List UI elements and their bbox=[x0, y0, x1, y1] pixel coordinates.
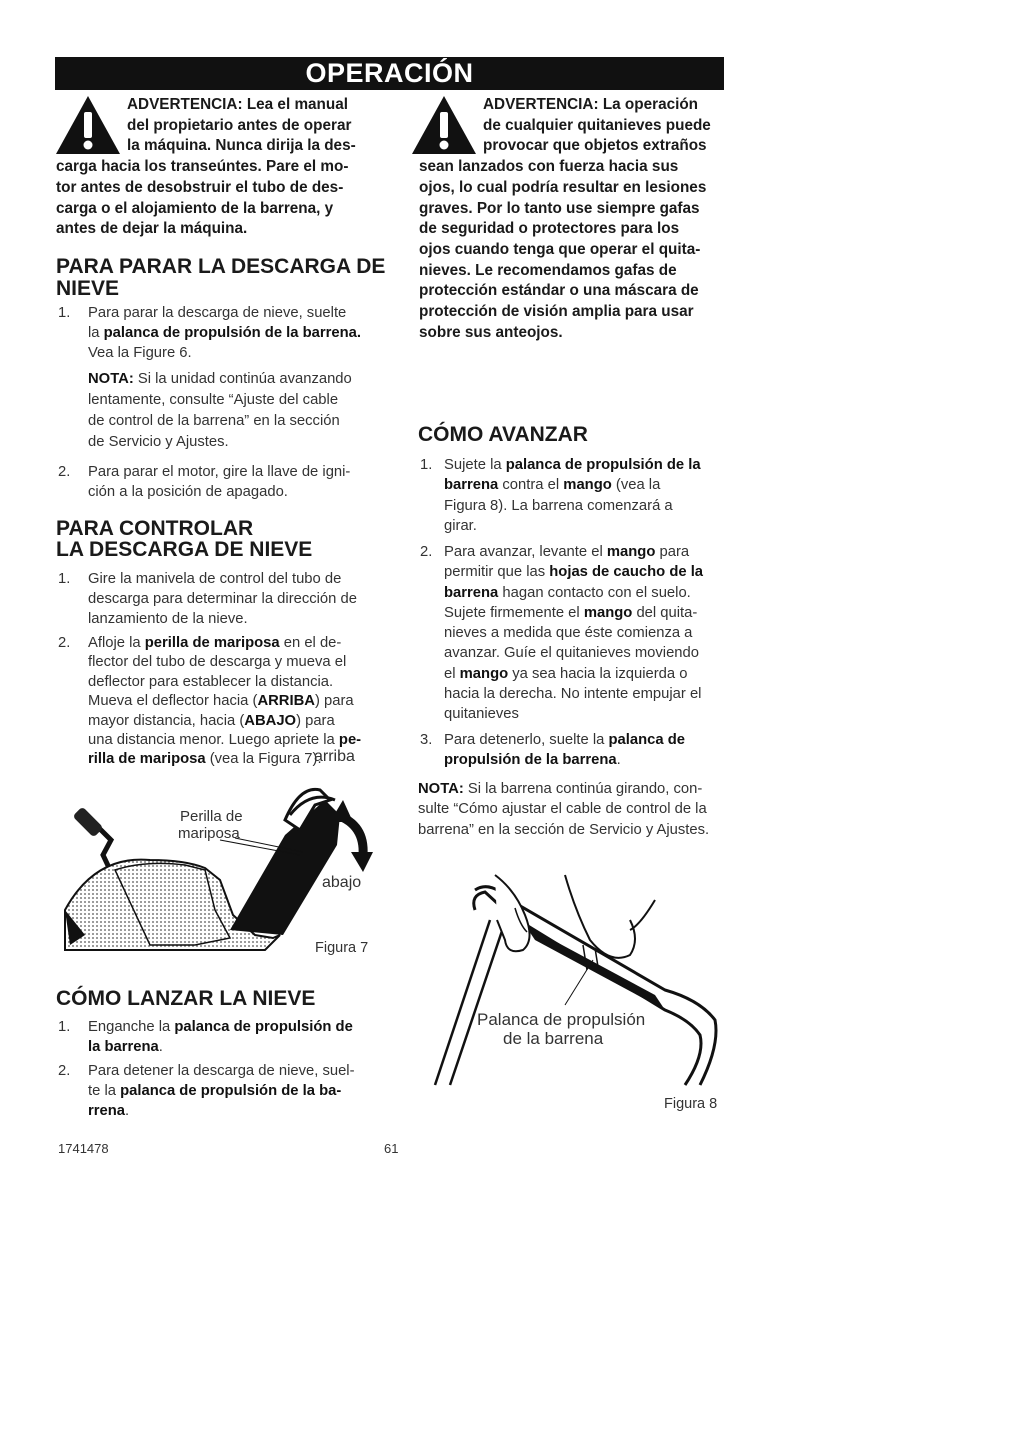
list-item: 2. Para parar el motor, gire la llave de igni- ción a la posición de apagado. bbox=[58, 464, 351, 500]
figure-7-caption: Figura 7 bbox=[315, 940, 369, 956]
heading-throw-snow: CÓMO LANZAR LA NIEVE bbox=[56, 987, 316, 1010]
list-item: 1. Enganche la palanca de propulsión de la barrena. bbox=[58, 1019, 353, 1055]
warning-right-line: ojos, lo cual podría resultar en lesiones bbox=[419, 178, 707, 196]
heading-control-discharge-l2: LA DESCARGA DE NIEVE bbox=[56, 538, 313, 561]
warning-left-lead: ADVERTENCIA: Lea el manual bbox=[127, 96, 348, 113]
warning-right-line: de cualquier quitanieves puede bbox=[483, 116, 711, 134]
warning-right-lead: ADVERTENCIA: La operación bbox=[483, 96, 699, 113]
warning-right-line: sobre sus anteojos. bbox=[419, 323, 563, 341]
heading-control-discharge: PARA CONTROLAR bbox=[56, 517, 254, 540]
warning-right-line: protección de visión amplia para usar bbox=[419, 303, 694, 320]
warning-left-line: del propietario antes de operar bbox=[127, 116, 352, 134]
figure-8-illustration bbox=[415, 870, 735, 1090]
figure-8-caption: Figura 8 bbox=[664, 1096, 718, 1112]
warning-triangle-icon bbox=[54, 94, 122, 156]
warning-left-line: antes de dejar la máquina. bbox=[56, 220, 248, 238]
heading-advance: CÓMO AVANZAR bbox=[418, 423, 588, 446]
warning-left-line: tor antes de desobstruir el tubo de des- bbox=[56, 178, 344, 196]
list-item: 1. Sujete la palanca de propulsión de la barrena contra el mango (vea la Figura 8). La barrena comenzará a girar. bbox=[420, 457, 701, 534]
document-number: 1741478 bbox=[58, 1141, 109, 1156]
label-perilla-l1: Perilla de bbox=[180, 808, 243, 825]
heading-stop-discharge: PARA PARAR LA DESCARGA DE bbox=[56, 255, 386, 278]
warning-right-line: protección estándar o una máscara de bbox=[419, 282, 699, 300]
note-block: NOTA: Si la unidad continúa avanzando lentamente, consulte “Ajuste del cable de control de la barrena” en la sección de Servicio y Ajustes. bbox=[88, 371, 352, 450]
label-perilla-l2: mariposa bbox=[178, 825, 240, 842]
label-abajo: abajo bbox=[322, 874, 362, 891]
section-banner: OPERACIÓN bbox=[55, 57, 724, 90]
label-palanca-l1: Palanca de propulsión bbox=[477, 1010, 646, 1029]
list-item: 3. Para detenerlo, suelte la palanca de propulsión de la barrena. bbox=[420, 732, 685, 769]
list-item: 2. Para avanzar, levante el mango para permitir que las hojas de caucho de la barrena hagan contacto con el suelo. Sujete firmemente el mango del quita- nieves a medida que éste comienza a avanzar. Guíe el quitanieves moviendo el mango ya sea hacia la izquierda o hacia la derecha. No intente empujar el quitanieves bbox=[420, 544, 704, 723]
list-item: 2. Afloje la perilla de mariposa en el de- flector del tubo de descarga y mueva el deflector para establecer la distancia. Mueva el deflector hacia (ARRIBA) para mayor distancia, hacia (ABAJO) para una distancia menor. Luego apriete la pe- rilla de mariposa (vea la Figura 7). bbox=[58, 635, 362, 768]
warning-right-line: de seguridad o protectores para los bbox=[419, 220, 680, 238]
page-number: 61 bbox=[384, 1141, 399, 1156]
warning-left-line: carga o el alojamiento de la barrena, y bbox=[56, 199, 334, 217]
warning-right-line: nieves. Le recomendamos gafas de bbox=[419, 261, 677, 279]
list-item: 1. Para parar la descarga de nieve, suelte la palanca de propulsión de la barrena. Vea la Figure 6. bbox=[58, 305, 362, 361]
label-palanca-l2: de la barrena bbox=[503, 1029, 604, 1048]
heading-stop-discharge-l2: NIEVE bbox=[56, 277, 120, 300]
warning-triangle-icon bbox=[410, 94, 478, 156]
list-item: 2. Para detener la descarga de nieve, suel- te la palanca de propulsión de la ba- rrena. bbox=[58, 1063, 355, 1119]
warning-right-line: ojos cuando tenga que operar el quita- bbox=[419, 240, 701, 258]
warning-right-line: graves. Por lo tanto use siempre gafas bbox=[419, 199, 700, 217]
warning-right-line: sean lanzados con fuerza hacia sus bbox=[419, 158, 679, 176]
label-arriba: arriba bbox=[314, 748, 355, 765]
warning-right-line: provocar que objetos extraños bbox=[483, 137, 707, 155]
warning-left-line: la máquina. Nunca dirija la des- bbox=[127, 137, 356, 155]
list-item: 1. Gire la manivela de control del tubo de descarga para determinar la dirección de lanzamiento de la nieve. bbox=[58, 571, 357, 627]
warning-left-line: carga hacia los transeúntes. Pare el mo- bbox=[56, 158, 349, 176]
figure-7-illustration bbox=[55, 760, 385, 970]
note-block: NOTA: Si la barrena continúa girando, con- sulte “Cómo ajustar el cable de control de la barrena” en la sección de Servicio y Ajustes. bbox=[418, 781, 710, 838]
